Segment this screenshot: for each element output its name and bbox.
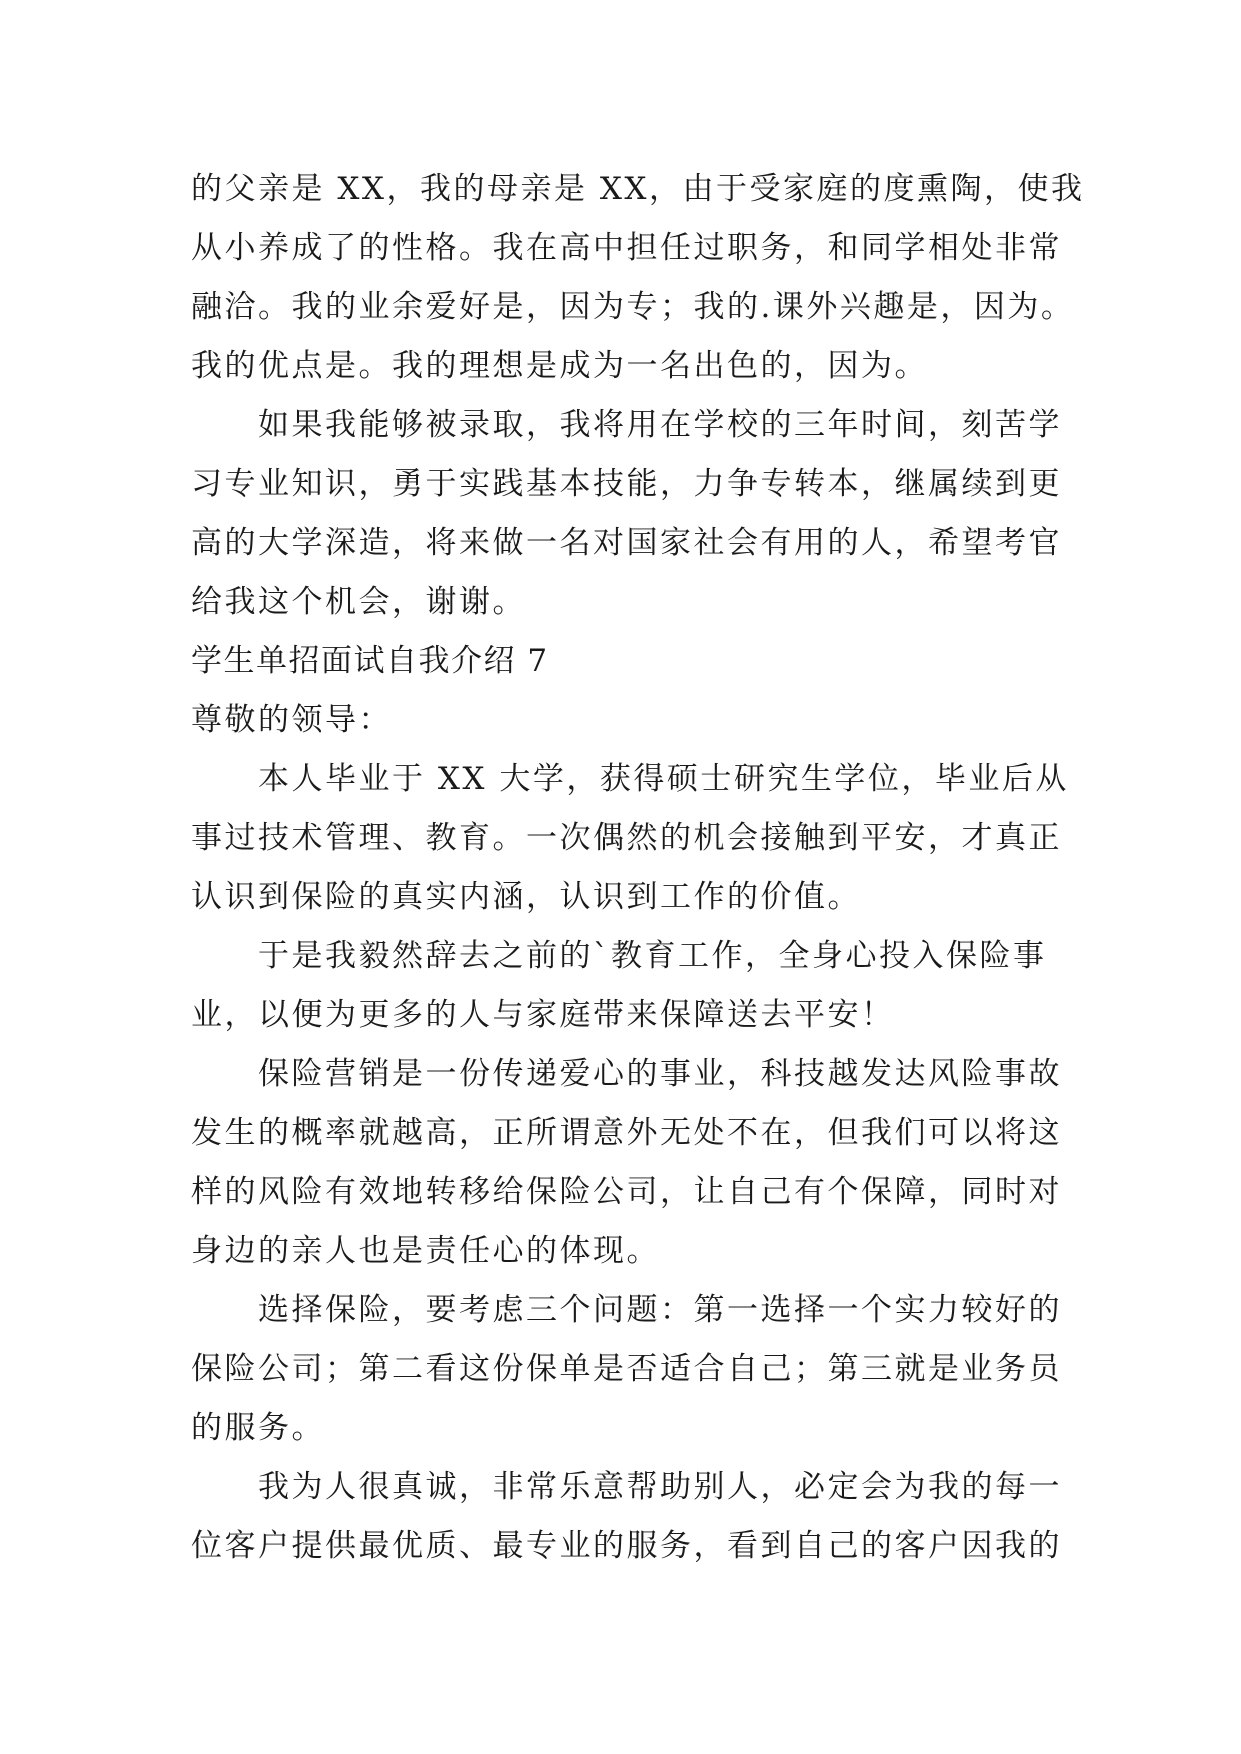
body-line: 事过技术管理、教育。一次偶然的机会接触到平安，才真正 <box>191 820 1062 856</box>
body-line: 从小养成了的性格。我在高中担任过职务，和同学相处非常 <box>191 230 1062 266</box>
paragraph-start-line: 如果我能够被录取，我将用在学校的三年时间，刻苦学 <box>258 407 1062 443</box>
body-line: 认识到保险的真实内涵，认识到工作的价值。 <box>191 879 861 915</box>
body-line: 位客户提供最优质、最专业的服务，看到自己的客户因我的 <box>191 1528 1062 1564</box>
body-line: 身边的亲人也是责任心的体现。 <box>191 1233 660 1269</box>
paragraph-start-line: 保险营销是一份传递爱心的事业，科技越发达风险事故 <box>258 1056 1062 1092</box>
paragraph-start-line: 本人毕业于 XX 大学，获得硕士研究生学位，毕业后从 <box>258 761 1069 797</box>
body-line: 给我这个机会，谢谢。 <box>191 584 526 620</box>
body-line: 习专业知识，勇于实践基本技能，力争专转本，继属续到更 <box>191 466 1062 502</box>
body-line: 我的优点是。我的理想是成为一名出色的，因为。 <box>191 348 928 384</box>
body-line: 样的风险有效地转移给保险公司，让自己有个保障，同时对 <box>191 1174 1062 1210</box>
body-line: 业，以便为更多的人与家庭带来保障送去平安！ <box>191 997 895 1033</box>
body-line: 保险公司；第二看这份保单是否适合自己；第三就是业务员 <box>191 1351 1062 1387</box>
section-title: 学生单招面试自我介绍 7 <box>191 643 549 679</box>
body-line: 发生的概率就越高，正所谓意外无处不在，但我们可以将这 <box>191 1115 1062 1151</box>
body-line: 高的大学深造，将来做一名对国家社会有用的人，希望考官 <box>191 525 1062 561</box>
paragraph-start-line: 于是我毅然辞去之前的`教育工作，全身心投入保险事 <box>258 938 1047 974</box>
paragraph-start-line: 我为人很真诚，非常乐意帮助别人，必定会为我的每一 <box>258 1469 1062 1505</box>
body-line: 的服务。 <box>191 1410 325 1446</box>
salutation: 尊敬的领导： <box>191 702 392 738</box>
body-line: 融洽。我的业余爱好是，因为专；我的.课外兴趣是，因为。 <box>191 289 1075 325</box>
paragraph-start-line: 选择保险，要考虑三个问题：第一选择一个实力较好的 <box>258 1292 1062 1328</box>
document-body <box>191 160 1085 1576</box>
body-line: 的父亲是 XX，我的母亲是 XX，由于受家庭的度熏陶，使我 <box>191 171 1085 207</box>
